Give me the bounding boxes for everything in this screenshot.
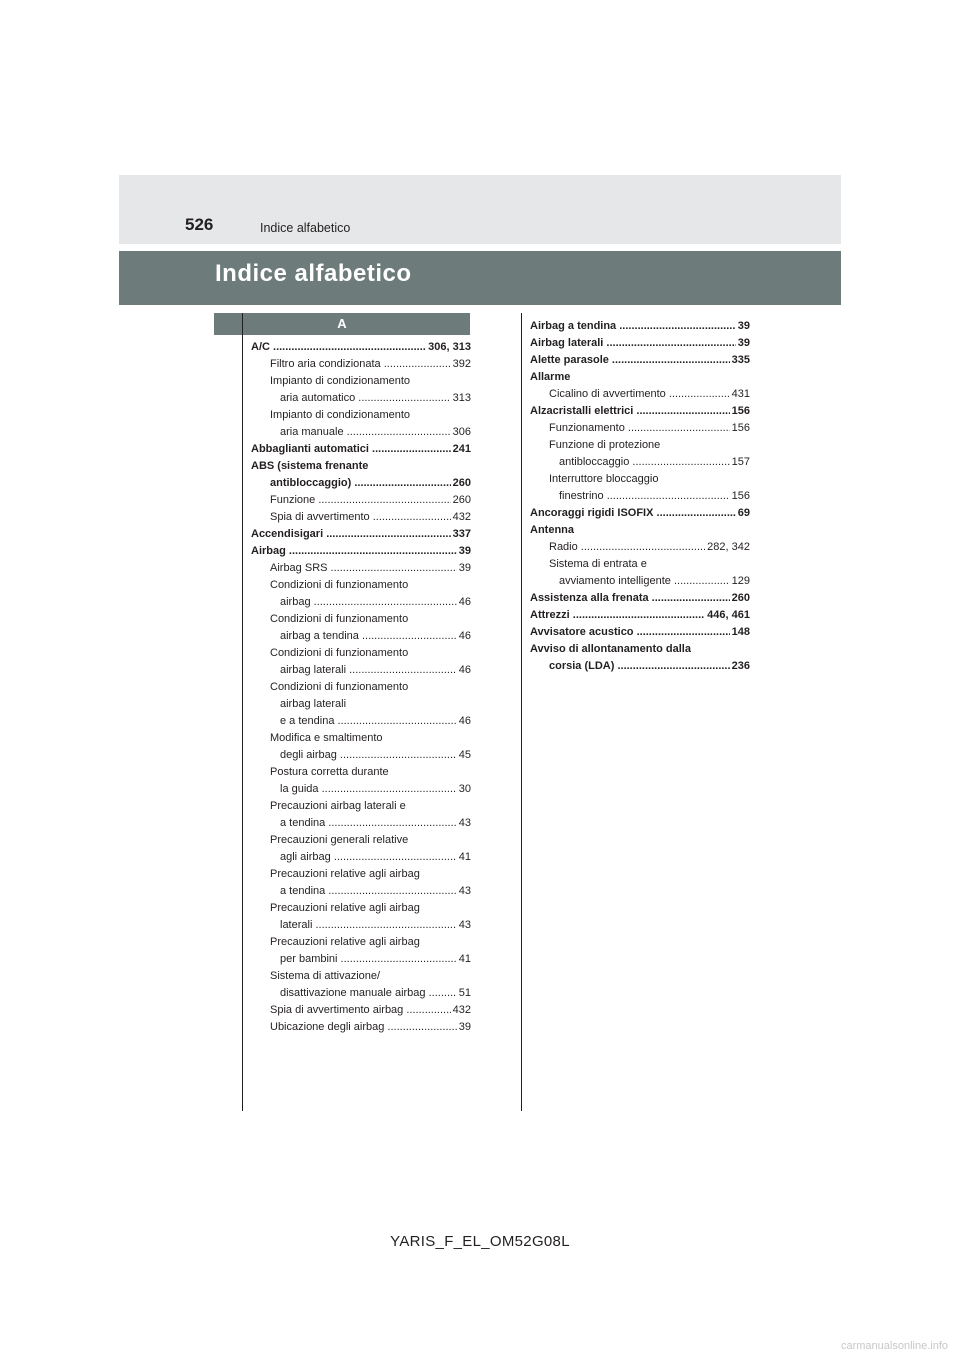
index-entry [530, 573, 750, 590]
index-entry [530, 403, 750, 420]
index-entry-text: airbag [280, 596, 311, 608]
index-entry-text: Postura corretta durante [270, 766, 389, 778]
index-entry-text: e a tendina [280, 715, 335, 727]
document-code: YARIS_F_EL_OM52G08L [390, 1233, 570, 1250]
index-entry-text: Ancoraggi rigidi ISOFIX [530, 507, 654, 519]
index-entry-text: Alette parasole [530, 354, 609, 366]
index-entry [251, 441, 471, 458]
index-entry-page: 148 [730, 624, 750, 641]
index-entry-text: Attrezzi [530, 609, 570, 621]
index-entry-page: 260 [451, 492, 471, 509]
index-entry-page: 156 [730, 420, 750, 437]
index-entry-page: 39 [736, 335, 750, 352]
index-entry-text: la guida [280, 783, 319, 795]
index-entry-page: 46 [457, 628, 471, 645]
index-entry-page: 46 [457, 713, 471, 730]
index-entry [530, 437, 750, 454]
index-entry-text: Condizioni di funzionamento [270, 681, 409, 693]
page-number: 526 [185, 215, 214, 234]
index-entry-text: Precauzioni relative agli airbag [270, 936, 420, 948]
index-entry [530, 522, 750, 539]
index-entry-text: Radio [549, 541, 578, 553]
index-entry-page: 236 [730, 658, 750, 675]
index-entry-text: laterali [280, 919, 313, 931]
index-entry [530, 318, 750, 335]
index-entry [530, 624, 750, 641]
index-entry-page: 241 [451, 441, 471, 458]
index-entry-page: 46 [457, 594, 471, 611]
index-entry-text: a tendina [280, 885, 326, 897]
index-entry-text: Avviso di allontanamento dalla [530, 643, 691, 655]
index-entry [530, 352, 750, 369]
index-entry-text: Precauzioni airbag laterali e [270, 800, 406, 812]
index-entry [251, 424, 471, 441]
page-title: Indice alfabetico [215, 260, 412, 287]
index-entry-page: 39 [457, 543, 471, 560]
index-entry [251, 679, 471, 696]
index-entry-text: Funzione di protezione [549, 439, 661, 451]
index-entry-page: 335 [730, 352, 750, 369]
index-entry-text: airbag a tendina [280, 630, 359, 642]
index-entry-text: aria manuale [280, 426, 344, 438]
index-entry-text: Ubicazione degli airbag [270, 1021, 385, 1033]
index-entry [251, 356, 471, 373]
index-column-left [251, 339, 471, 1036]
index-entry [251, 934, 471, 951]
index-entry [251, 866, 471, 883]
index-entry-page: 260 [730, 590, 750, 607]
index-entry [251, 917, 471, 934]
index-entry-text: Condizioni di funzionamento [270, 647, 409, 659]
index-entry-text: corsia (LDA) [549, 660, 615, 672]
index-entry-text: Antenna [530, 524, 574, 536]
index-entry-page: 306 [451, 424, 471, 441]
index-entry [251, 764, 471, 781]
index-entry-text: ABS (sistema frenante [251, 460, 369, 472]
index-entry-page: 43 [457, 815, 471, 832]
index-entry-text: Precauzioni relative agli airbag [270, 868, 420, 880]
index-entry [530, 607, 750, 624]
header-band [119, 175, 841, 244]
index-entry [251, 798, 471, 815]
index-entry-page: 156 [730, 488, 750, 505]
index-entry-text: Impianto di condizionamento [270, 409, 411, 421]
index-entry-text: antibloccaggio [559, 456, 630, 468]
index-entry-text: avviamento intelligente [559, 575, 671, 587]
left-column-rule [242, 313, 243, 1111]
index-entry [251, 747, 471, 764]
index-entry [530, 641, 750, 658]
index-entry-page: 156 [730, 403, 750, 420]
index-entry [530, 386, 750, 403]
index-entry [530, 454, 750, 471]
index-entry [251, 849, 471, 866]
index-entry-text: antibloccaggio) [270, 477, 352, 489]
index-entry-text: Spia di avvertimento [270, 511, 370, 523]
index-entry-text: a tendina [280, 817, 326, 829]
index-entry [251, 781, 471, 798]
index-entry-page: 41 [457, 951, 471, 968]
index-entry-text: Precauzioni relative agli airbag [270, 902, 420, 914]
index-entry-text: Airbag laterali [530, 337, 604, 349]
index-entry [530, 505, 750, 522]
index-entry [251, 492, 471, 509]
index-entry-text: Abbaglianti automatici [251, 443, 369, 455]
index-entry-text: Impianto di condizionamento [270, 375, 411, 387]
index-entry-text: Filtro aria condizionata [270, 358, 381, 370]
index-entry [530, 335, 750, 352]
index-entry-page: 30 [457, 781, 471, 798]
index-entry [251, 373, 471, 390]
index-entry [251, 713, 471, 730]
index-entry-page: 392 [451, 356, 471, 373]
index-entry-page: 431 [730, 386, 750, 403]
index-entry [251, 458, 471, 475]
index-entry [530, 539, 750, 556]
index-entry-text: Funzionamento [549, 422, 625, 434]
index-entry [251, 900, 471, 917]
index-entry-text: airbag laterali [280, 664, 347, 676]
index-entry [251, 1002, 471, 1019]
index-entry [251, 730, 471, 747]
index-entry-page: 46 [457, 662, 471, 679]
index-entry [530, 420, 750, 437]
index-entry-text: disattivazione manuale airbag [280, 987, 426, 999]
index-entry-text: finestrino [559, 490, 604, 502]
index-entry [530, 658, 750, 675]
index-entry [251, 883, 471, 900]
index-entry [251, 407, 471, 424]
index-entry-text: Airbag [251, 545, 286, 557]
right-column-rule [521, 313, 522, 1111]
index-entry-text: airbag laterali [280, 698, 347, 710]
index-entry [251, 696, 471, 713]
index-entry-text: Modifica e smaltimento [270, 732, 383, 744]
index-entry-page: 39 [736, 318, 750, 335]
index-entry-page: 446, 461 [705, 607, 750, 624]
index-entry [251, 815, 471, 832]
index-entry-page: 129 [730, 573, 750, 590]
index-entry [251, 645, 471, 662]
index-entry-page: 51 [457, 985, 471, 1002]
index-entry-page: 69 [736, 505, 750, 522]
index-entry [251, 985, 471, 1002]
index-entry [251, 951, 471, 968]
index-entry [530, 590, 750, 607]
index-entry-text: Alzacristalli elettrici [530, 405, 634, 417]
index-entry [251, 526, 471, 543]
index-entry-page: 41 [457, 849, 471, 866]
index-entry [251, 1019, 471, 1036]
index-entry [530, 556, 750, 573]
index-entry-page: 432 [451, 1002, 471, 1019]
index-entry-text: A/C [251, 341, 270, 353]
index-entry [251, 339, 471, 356]
index-entry-text: Spia di avvertimento airbag [270, 1004, 404, 1016]
index-entry-page: 43 [457, 883, 471, 900]
index-entry-text: Accendisigari [251, 528, 324, 540]
index-entry-text: Funzione [270, 494, 316, 506]
header-title: Indice alfabetico [260, 221, 351, 235]
index-entry-text: Allarme [530, 371, 571, 383]
index-entry [251, 968, 471, 985]
index-entry-page: 432 [451, 509, 471, 526]
index-entry-text: per bambini [280, 953, 338, 965]
index-column-right [530, 318, 750, 675]
index-entry-page: 45 [457, 747, 471, 764]
index-entry-text: Sistema di entrata e [549, 558, 647, 570]
index-entry-text: Interruttore bloccaggio [549, 473, 659, 485]
index-entry-text: degli airbag [280, 749, 337, 761]
index-entry [530, 488, 750, 505]
index-entry [251, 662, 471, 679]
index-entry-page: 39 [457, 560, 471, 577]
index-entry [251, 577, 471, 594]
index-entry [251, 475, 471, 492]
index-entry-text: Assistenza alla frenata [530, 592, 649, 604]
index-entry [251, 611, 471, 628]
index-entry-text: Cicalino di avvertimento [549, 388, 666, 400]
index-entry-text: aria automatico [280, 392, 356, 404]
index-entry [251, 628, 471, 645]
index-entry-page: 260 [451, 475, 471, 492]
watermark: carmanualsonline.info [840, 1340, 948, 1352]
index-entry [251, 543, 471, 560]
index-entry [251, 594, 471, 611]
index-entry-text: Condizioni di funzionamento [270, 579, 409, 591]
index-entry-text: Airbag SRS [270, 562, 328, 574]
index-entry [530, 369, 750, 386]
index-entry-text: agli airbag [280, 851, 331, 863]
index-entry-page: 43 [457, 917, 471, 934]
index-entry-page: 337 [451, 526, 471, 543]
section-letter: A [214, 313, 470, 335]
index-entry-text: Sistema di attivazione/ [270, 970, 381, 982]
index-entry-page: 306, 313 [426, 339, 471, 356]
index-entry-page: 157 [730, 454, 750, 471]
index-entry-text: Precauzioni generali relative [270, 834, 409, 846]
index-entry [251, 560, 471, 577]
index-entry [251, 509, 471, 526]
index-entry [530, 471, 750, 488]
index-entry-text: Condizioni di funzionamento [270, 613, 409, 625]
index-entry-page: 313 [451, 390, 471, 407]
index-entry [251, 390, 471, 407]
index-entry-text: Airbag a tendina [530, 320, 617, 332]
index-entry-text: Avvisatore acustico [530, 626, 634, 638]
index-entry-page: 282, 342 [705, 539, 750, 556]
index-entry [251, 832, 471, 849]
index-entry-page: 39 [457, 1019, 471, 1036]
